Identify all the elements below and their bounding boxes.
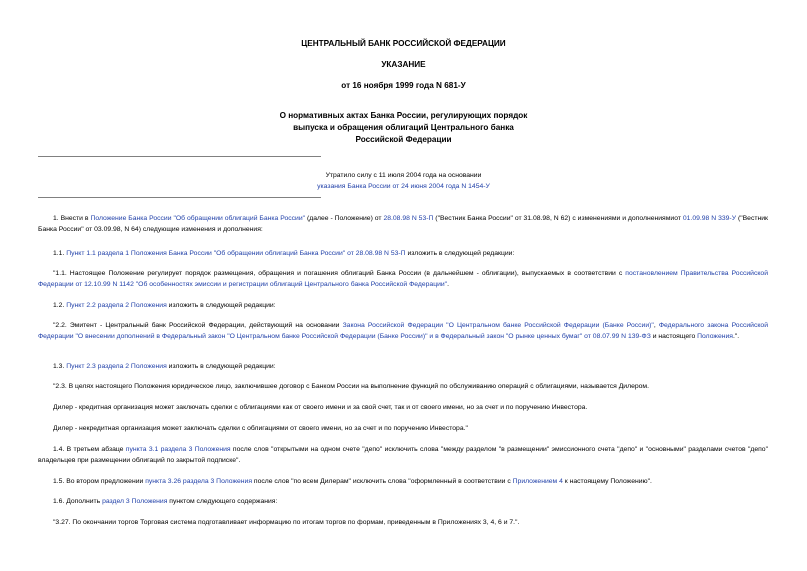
- text: .: [447, 281, 449, 288]
- regulation-link[interactable]: Положение Банка России "Об обращении облигаций Банка России": [90, 215, 306, 222]
- text: ("Вестник Банка России" от 31.08.98, N 62) с изменениями и дополнениямиот: [433, 215, 683, 222]
- regulation-date-link[interactable]: 28.08.98 N 53-П: [383, 215, 434, 222]
- section-3-link[interactable]: раздел 3 Положения: [102, 498, 168, 505]
- paragraph-dealer-credit: Дилер - кредитная организация может заключать сделки с облигациями как от своего имени и за свой счет, так и от своего имени, но за счет и по поручению Инвестора.: [53, 404, 588, 411]
- paragraph-2-2-text: [38, 320, 768, 342]
- amendment-link[interactable]: 01.09.98 N 339-У: [682, 215, 737, 222]
- document-title-line: Российской Федерации: [355, 135, 452, 144]
- paragraph-1-1: [38, 248, 768, 259]
- text: 1.4. В третьем абзаце: [53, 446, 126, 453]
- status-note: [0, 170, 807, 192]
- clause-3-1-link[interactable]: пункта 3.1 раздела 3 Положения: [125, 446, 231, 453]
- clause-3-26-link[interactable]: пункта 3.26 раздела 3 Положения: [145, 478, 253, 485]
- paragraph-1-6: [38, 496, 768, 507]
- text: после слов "по всем Дилерам" исключить слова "оформленный в соответствии с: [252, 478, 513, 485]
- text: к настоящему Положению".: [562, 478, 652, 485]
- paragraph-1-4: [38, 444, 768, 466]
- text: 1.1.: [53, 250, 67, 257]
- text: 1.6. Дополнить: [53, 498, 103, 505]
- text: 1.2.: [53, 302, 67, 309]
- paragraph-1: [38, 213, 768, 235]
- government-decree-link[interactable]: постановлением Правительства Российской Федерации от 12.10.99 N 1142 "Об особенностях эмиссии и регистрации облигаций Центрального банка Российской Федерации": [38, 270, 768, 288]
- clause-2-2-link[interactable]: Пункт 2.2 раздела 2 Положения: [66, 302, 167, 309]
- paragraph-1-2: [38, 300, 768, 311]
- text: 1.3.: [53, 363, 67, 370]
- document-title-line: О нормативных актах Банка России, регулирующих порядок: [279, 111, 528, 120]
- divider-top: [38, 156, 321, 157]
- paragraph-1-5: [38, 476, 768, 487]
- clause-1-1-link[interactable]: Пункт 1.1 раздела 1 Положения Банка России "Об обращении облигаций Банка России" от 28.08.98 N 53-П: [66, 250, 406, 257]
- paragraph-dealer-noncredit: Дилер - некредитная организация может заключать сделки с облигациями от своего имени, но за счет и по поручению Инвестора.": [53, 425, 468, 432]
- text: после слов "открытыми на одном счете "депо" исключить слова "между разделом "в размещении" эмиссионного счета "депо" и "основными" разделами счетов "депо" владельцев при размещении облигаций по закрытой подписке".: [38, 446, 768, 464]
- paragraph-1-3: [38, 361, 768, 372]
- document-title-line: выпуска и обращения облигаций Центрального банка: [293, 123, 514, 132]
- paragraph-1-1-text: [38, 268, 768, 290]
- text: (далее - Положение) от: [305, 215, 384, 222]
- regulation-link[interactable]: Положения: [697, 333, 733, 340]
- text: .".: [732, 333, 740, 340]
- text: изложить в следующей редакции:: [166, 363, 276, 370]
- document-title: [0, 110, 807, 146]
- text: "2.2. Эмитент - Центральный банк Российской Федерации, действующий на основании: [53, 322, 343, 329]
- divider-bottom: [38, 197, 321, 198]
- text: 1.5. Во втором предложении: [53, 478, 146, 485]
- status-note-text: Утратило силу с 11 июля 2004 года на основании: [325, 172, 482, 179]
- text: и настоящего: [650, 333, 698, 340]
- text: 1. Внести в: [53, 215, 91, 222]
- text: изложить в следующей редакции:: [166, 302, 276, 309]
- appendix-4-link[interactable]: Приложением 4: [512, 478, 563, 485]
- text: "1.1. Настоящее Положение регулирует порядок размещения, обращения и погашения облигаций Банка России (в дальнейшем - облигации), выпускаемых в соответствии с: [53, 270, 626, 277]
- paragraph-2-3-text: "2.3. В целях настоящего Положения юридическое лицо, заключившее договор с Банком России на выполнение функций по обслуживанию операций с облигациями, называется Дилером.: [53, 383, 649, 390]
- central-bank-law-link[interactable]: Закона Российской Федерации "О Центральном банке Российской Федерации (Банке России)": [342, 322, 654, 329]
- text: ,: [653, 322, 659, 329]
- text: пунктом следующего содержания:: [167, 498, 278, 505]
- repeal-link[interactable]: указания Банка России от 24 июня 2004 года N 1454-У: [317, 183, 490, 190]
- text: изложить в следующей редакции:: [405, 250, 515, 257]
- text: ("Вестник Банка России" от 03.09.98, N 64) следующие изменения и дополнения:: [38, 215, 768, 233]
- document-date-number: от 16 ноября 1999 года N 681-У: [341, 81, 466, 90]
- clause-2-3-link[interactable]: Пункт 2.3 раздела 2 Положения: [66, 363, 167, 370]
- document-type: УКАЗАНИЕ: [381, 60, 426, 69]
- paragraph-3-27-text: "3.27. По окончании торгов Торговая система подготавливает информацию по итогам торгов по формам, приведенным в Приложениях 3, 4, 6 и 7.".: [53, 519, 520, 526]
- issuer-heading: ЦЕНТРАЛЬНЫЙ БАНК РОССИЙСКОЙ ФЕДЕРАЦИИ: [301, 39, 506, 48]
- federal-law-link[interactable]: Федерального закона Российской Федерации "О внесении дополнений в Федеральный закон "О Центральном банке Российской Федерации (Банке России)" и в Федеральный закон "О рынке ценных бумаг" от 08.07.99 N 139-ФЗ: [38, 322, 769, 340]
